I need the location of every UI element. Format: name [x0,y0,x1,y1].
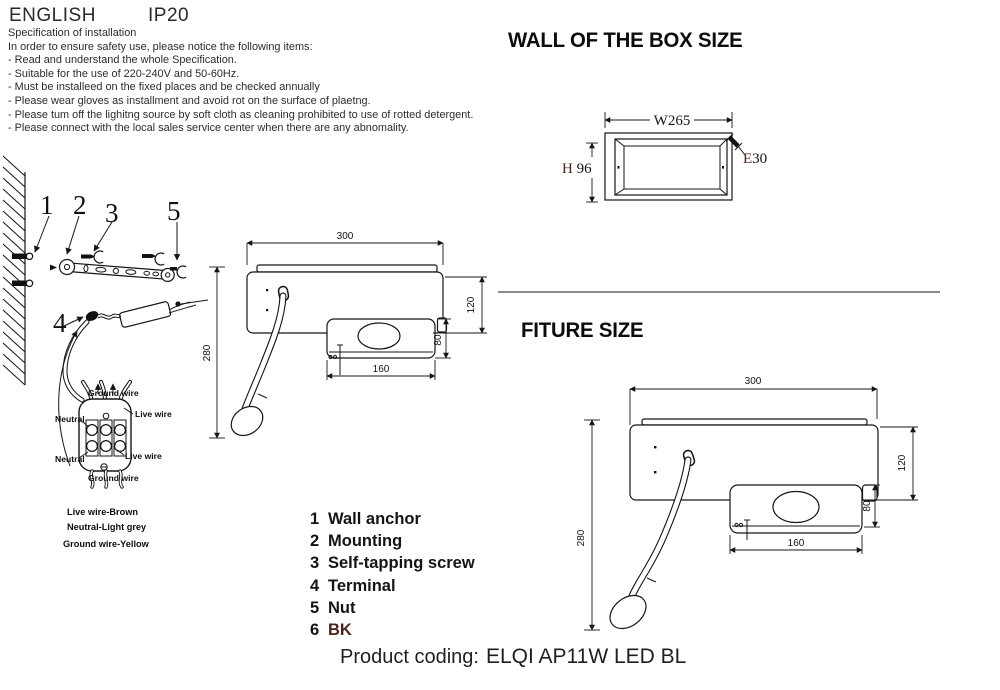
spec-item: - Please tum off the lighitng source by soft cloth as cleaning prohibited to use of rotted detergent. [8,108,474,121]
height-dimension [576,420,600,630]
wire-label-ground-bottom: Ground wire [88,473,139,483]
dim-switch-width: 160 [372,364,390,375]
switch-width-dimension [730,535,862,554]
product-code: ELQI AP11W LED BL [485,645,687,668]
wire-label-neutral-bottom: Neutral [55,454,85,464]
central-fixture-diagram [198,226,498,450]
box-depth-label: E30 [743,151,768,167]
install-diagram [0,170,215,565]
height-dimension [202,267,225,438]
wire-label-live-top: Live wire [135,409,172,419]
spec-item: - Please wear gloves as installment and avoid rot on the surface of plaetng. [8,94,371,107]
width-dimension [630,376,877,425]
dim-width: 300 [336,231,354,242]
wall-anchors [12,253,33,286]
part-number: 4 [310,576,320,595]
callout-4: 4 [53,308,67,338]
parts-list-item [310,575,475,597]
dim-width: 300 [744,376,762,387]
part-label: Terminal [328,576,396,595]
box-height-label: H 96 [562,161,592,177]
callout-1: 1 [40,190,54,220]
part-label: BK [328,621,352,640]
parts-list-item [310,530,475,552]
callout-2: 2 [73,190,87,220]
parts-list-item [310,597,475,619]
specification-block [8,27,473,136]
mounting-bracket [59,259,175,283]
product-coding-label: Product coding: [340,646,479,668]
recessed-box-drawing [605,133,732,200]
dim-body-height: 120 [897,454,908,472]
parts-list-item [310,508,475,530]
wire-label-live-bottom: Live wire [125,451,162,461]
header-ip-rating: IP20 [148,5,190,26]
switch-width-dimension [327,360,435,380]
part-label: Mounting [328,532,403,551]
part-number: 2 [310,532,320,551]
part-number: 6 [310,621,320,640]
product-coding [340,645,686,669]
spec-title: Specification of installation [8,27,137,39]
callout-5: 5 [167,196,181,226]
box-height-dimension [562,143,598,202]
dim-height: 280 [576,529,587,547]
part-number: 5 [310,598,320,617]
part-label: Self-tapping screw [328,554,475,573]
wall-hatching [3,156,25,385]
part-number: 1 [310,510,320,528]
driver-unit [84,300,208,328]
width-dimension [247,231,443,265]
header-language: ENGLISH [9,5,96,26]
bracket-pointer [50,265,57,271]
wire-legend-live: Live wire-Brown [67,507,138,517]
box-width-dimension [605,112,732,129]
part-label: Nut [328,598,356,617]
switch-box [730,485,862,540]
dim-switch-height: 80 [862,500,873,512]
wall-box-diagram [550,105,790,210]
parts-list [310,508,475,641]
callout-3: 3 [105,198,119,228]
dim-body-height: 120 [466,296,477,314]
spec-item: - Read and understand the whole Specification. [8,54,237,67]
part-number: 3 [310,554,320,573]
parts-list-item [310,552,475,574]
spec-item: - Must be installeed on the fixed places and be checked annually [8,81,320,94]
dim-switch-height: 80 [433,334,444,346]
wire-label-neutral-top: Neutral [55,414,85,424]
box-width-label: W265 [653,113,691,129]
dim-height: 280 [202,344,213,362]
wall-box-title: WALL OF THE BOX SIZE [508,29,743,52]
spec-intro: In order to ensure safety use, please notice the following items: [8,40,313,53]
wire-legend-neutral: Neutral-Light grey [67,522,147,532]
screw-nut-set-left [81,251,103,263]
spec-item: - Suitable for the use of 220-240V and 50-60Hz. [8,67,240,80]
wire-label-ground-top: Ground wire [88,388,139,398]
section-divider [498,291,940,293]
screw-nut-set-right [142,253,164,265]
fixture-size-title: FITURE SIZE [521,319,644,342]
parts-list-item [310,619,475,641]
right-fixture-diagram [560,366,940,642]
wire-legend-ground: Ground wire-Yellow [63,539,149,549]
spec-item: - Please connect with the local sales service center when there are any abnomality. [8,122,409,135]
dim-switch-width: 160 [787,538,805,549]
part-label: Wall anchor [328,510,421,528]
insertion-arrow [59,331,77,466]
